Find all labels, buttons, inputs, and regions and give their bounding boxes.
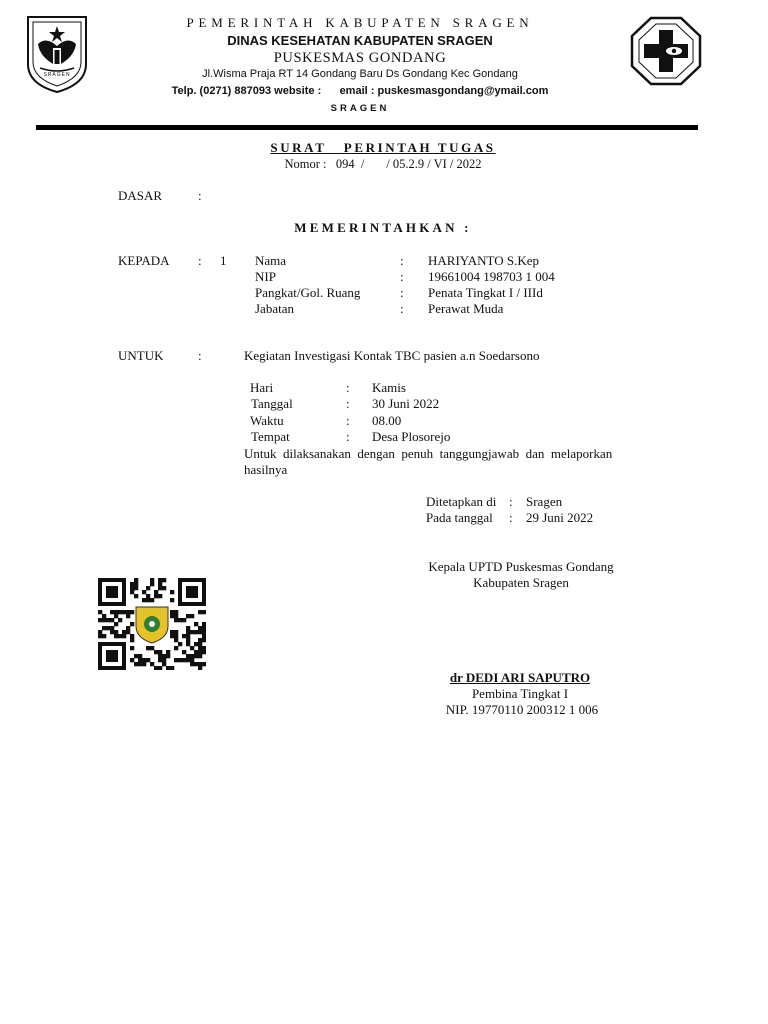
field-label-nama: Nama xyxy=(255,253,287,268)
field-colon-pangkat: : xyxy=(400,285,404,300)
tanggal-label: Pada tanggal xyxy=(426,510,493,525)
field-label-nip: NIP xyxy=(255,269,276,284)
header-line-government: PEMERINTAH KABUPATEN SRAGEN xyxy=(186,15,534,30)
signer-rank: Pembina Tingkat I xyxy=(471,686,569,701)
sragen-emblem-icon xyxy=(24,14,90,94)
document-number: Nomor : 094 / / 05.2.9 / VI / 2022 xyxy=(284,157,482,171)
ditetapkan-colon: : xyxy=(509,494,513,509)
detail-value-waktu: 08.00 xyxy=(372,413,402,428)
detail-label-waktu: Waktu xyxy=(250,413,284,428)
detail-colon-waktu: : xyxy=(346,413,350,428)
signer-name: dr DEDI ARI SAPUTRO xyxy=(449,670,591,685)
untuk-colon: : xyxy=(198,348,202,363)
header-line-puskesmas: PUSKESMAS GONDANG xyxy=(273,50,447,66)
detail-label-hari: Hari xyxy=(250,380,274,395)
untuk-text: Kegiatan Investigasi Kontak TBC pasien a.n Soedarsono xyxy=(244,348,540,363)
puskesmas-cross-icon xyxy=(630,16,702,86)
closing-text-line1: Untuk dilaksanakan dengan penuh tanggungjawab dan melaporkan xyxy=(244,446,613,461)
detail-value-tanggal: 30 Juni 2022 xyxy=(372,396,440,411)
header-divider xyxy=(36,125,698,130)
kepada-colon: : xyxy=(198,253,202,268)
field-label-pangkat: Pangkat/Gol. Ruang xyxy=(255,285,361,300)
document-title: SURAT PERINTAH TUGAS xyxy=(270,140,496,155)
ditetapkan-label: Ditetapkan di xyxy=(426,494,497,509)
kepada-label: KEPADA xyxy=(118,253,170,268)
untuk-label: UNTUK xyxy=(118,348,164,363)
ditetapkan-value: Sragen xyxy=(526,494,563,509)
tanggal-colon: : xyxy=(509,510,513,525)
detail-colon-hari: : xyxy=(346,380,350,395)
field-label-jabatan: Jabatan xyxy=(255,301,294,316)
kepada-index: 1 xyxy=(220,253,227,268)
tanggal-value: 29 Juni 2022 xyxy=(526,510,594,525)
header-city: SRAGEN xyxy=(330,103,390,114)
qr-code-icon xyxy=(98,578,206,670)
detail-value-tempat: Desa Plosorejo xyxy=(372,429,451,444)
detail-value-hari: Kamis xyxy=(372,380,406,395)
header-line-agency: DINAS KESEHATAN KABUPATEN SRAGEN xyxy=(227,33,493,48)
field-value-nama: HARIYANTO S.Kep xyxy=(428,253,539,268)
header-address: Jl.Wisma Praja RT 14 Gondang Baru Ds Gondang Kec Gondang xyxy=(202,68,518,80)
field-value-jabatan: Perawat Muda xyxy=(428,301,504,316)
detail-colon-tanggal: : xyxy=(346,396,350,411)
detail-colon-tempat: : xyxy=(346,429,350,444)
closing-text-line2: hasilnya xyxy=(244,462,288,477)
detail-label-tempat: Tempat xyxy=(251,429,290,444)
header-contact: Telp. (0271) 887093 website : email : puskesmasgondang@ymail.com xyxy=(171,85,549,97)
field-value-nip: 19661004 198703 1 004 xyxy=(428,269,555,284)
field-colon-nip: : xyxy=(400,269,404,284)
dasar-colon: : xyxy=(198,188,202,203)
detail-label-tanggal: Tanggal xyxy=(251,396,293,411)
memerintahkan-heading: MEMERINTAHKAN : xyxy=(294,220,472,235)
field-value-pangkat: Penata Tingkat I / IIId xyxy=(428,285,543,300)
signer-nip: NIP. 19770110 200312 1 006 xyxy=(445,702,599,717)
field-colon-nama: : xyxy=(400,253,404,268)
emblem-ribbon: SRAGEN xyxy=(43,72,71,78)
dasar-label: DASAR xyxy=(118,188,163,203)
signature-position-1: Kepala UPTD Puskesmas Gondang xyxy=(428,559,614,574)
signature-position-2: Kabupaten Sragen xyxy=(473,575,569,590)
field-colon-jabatan: : xyxy=(400,301,404,316)
